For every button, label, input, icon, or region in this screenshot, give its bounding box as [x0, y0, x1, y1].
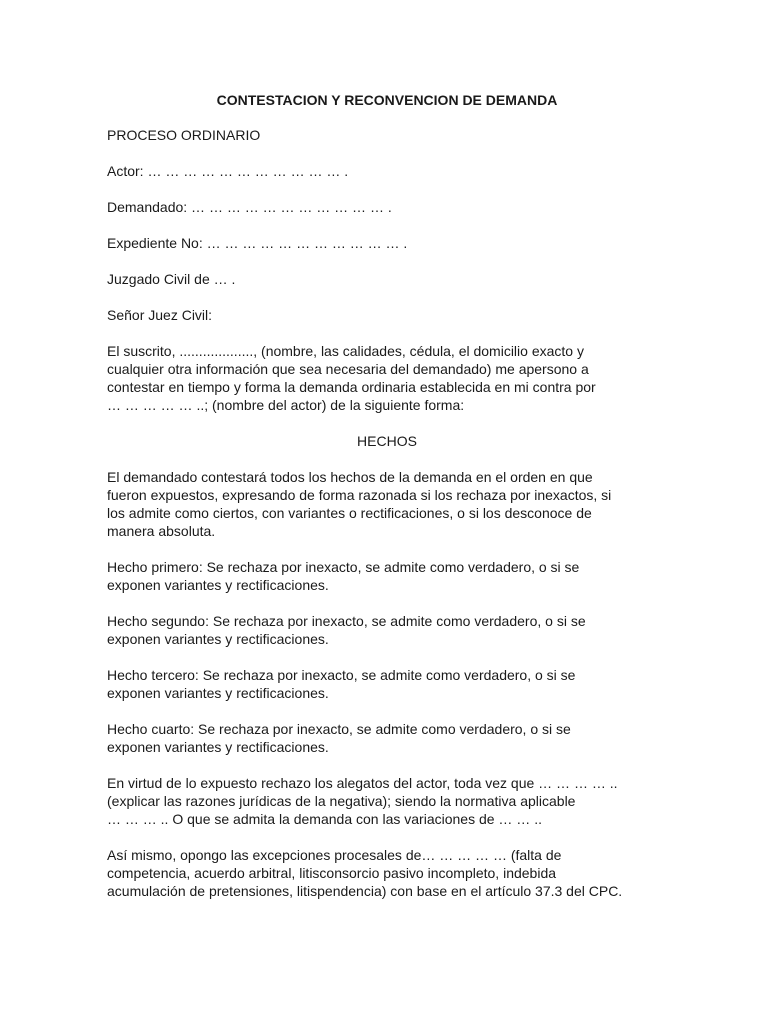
document-page — [107, 92, 667, 918]
fact-second: Hecho segundo: Se rechaza por inexacto, se admite como verdadero, o si se exponen variantes y rectificaciones. — [107, 613, 586, 647]
fact-third: Hecho tercero: Se rechaza por inexacto, se admite como verdadero, o si se exponen variantes y rectificaciones. — [107, 667, 576, 701]
salutation: Señor Juez Civil: — [107, 307, 213, 323]
actor-field: Actor: … … … … … … … … … … … . — [107, 163, 349, 179]
process-type: PROCESO ORDINARIO — [107, 127, 261, 143]
court-field: Juzgado Civil de … . — [107, 271, 236, 287]
fact-fourth: Hecho cuarto: Se rechaza por inexacto, se admite como verdadero, o si se exponen variantes y rectificaciones. — [107, 721, 571, 755]
document-title: CONTESTACION Y RECONVENCION DE DEMANDA — [216, 92, 558, 108]
exceptions-paragraph: Así mismo, opongo las excepciones procesales de… … … … … (falta de competencia, acuerdo arbitral, litisconsorcio pasivo incompleto, indebida acumulación de pretensiones, litispendencia) con base en el artículo 37.3 del CPC. — [107, 847, 623, 899]
facts-instructions: El demandado contestará todos los hechos de la demanda en el orden en que fueron expuestos, expresando de forma razonada si los rechaza por inexactos, si los admite como ciertos, con variantes o rectificaciones, o si los desconoce de manera absoluta. — [107, 469, 612, 539]
rejection-paragraph: En virtud de lo expuesto rechazo los alegatos del actor, toda vez que … … … … .. (explicar las razones jurídicas de la negativa); siendo la normativa aplicable … … … .. O que se admita la demanda con las variaciones de … … .. — [107, 775, 618, 827]
case-number-field: Expediente No: … … … … … … … … … … … . — [107, 235, 408, 251]
intro-paragraph: El suscrito, ..................., (nombre, las calidades, cédula, el domicilio exacto y cualquier otra información que sea necesaria del demandado) me apersono a contestar en tiempo y forma la demanda ordinaria establecida en mi contra por … … … … … ..; (nombre del actor) de la siguiente forma: — [107, 343, 596, 413]
facts-heading: HECHOS — [357, 433, 417, 449]
defendant-field: Demandado: … … … … … … … … … … … . — [107, 199, 392, 215]
fact-first: Hecho primero: Se rechaza por inexacto, se admite como verdadero, o si se exponen variantes y rectificaciones. — [107, 559, 580, 593]
